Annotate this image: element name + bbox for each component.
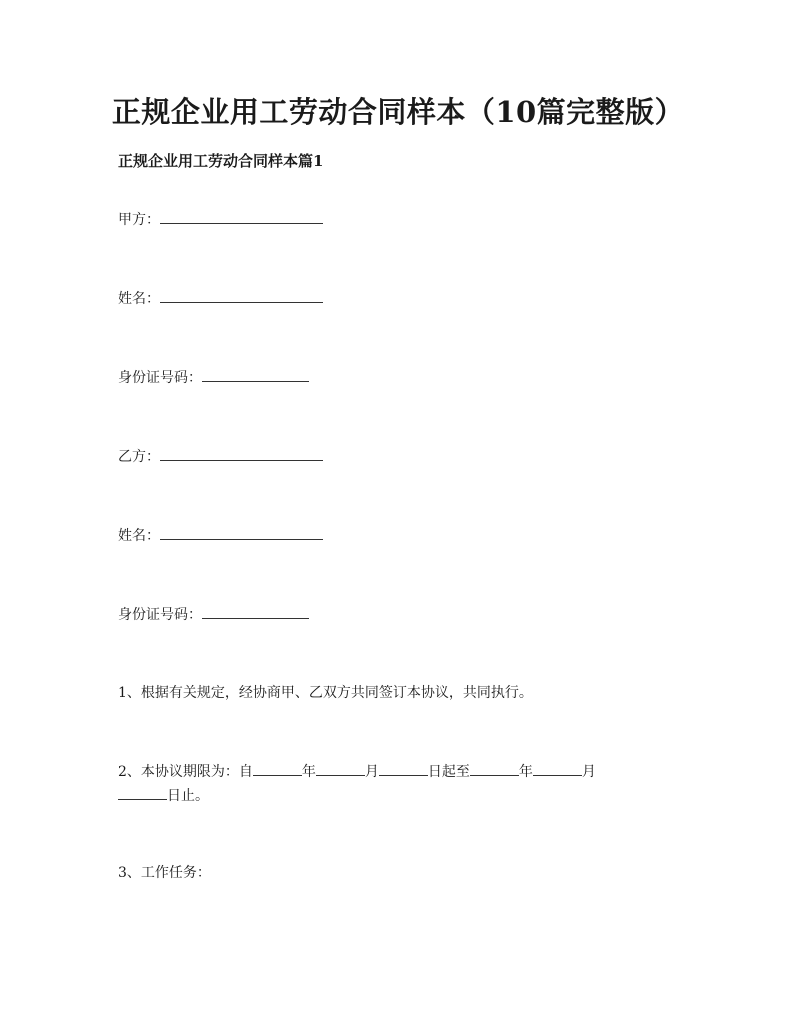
party-b-name-line: [118, 524, 323, 548]
party-b-blank: [160, 446, 323, 461]
party-a-label: 甲方：: [118, 212, 160, 228]
clause-2-month1: 月: [364, 764, 379, 780]
clause-3: 3、工作任务：: [118, 865, 211, 881]
party-a-blank: [160, 209, 323, 224]
clause-2-day-end: 日止。: [167, 788, 209, 804]
clause-2-blank-year1: [253, 761, 302, 776]
section-title: 正规企业用工劳动合同样本篇1: [118, 152, 324, 170]
clause-2: [118, 760, 658, 808]
party-a-name-blank: [160, 288, 323, 303]
party-a-name-line: [118, 287, 323, 311]
party-a-id-label: 身份证号码：: [118, 370, 202, 386]
clause-1: 1、根据有关规定，经协商甲、乙双方共同签订本协议，共同执行。: [118, 685, 533, 701]
clause-2-blank-year2: [470, 761, 519, 776]
party-b-id-line: [118, 603, 309, 627]
clause-2-prefix: 2、本协议期限为：自: [118, 764, 253, 780]
party-a-line: [118, 208, 323, 232]
clause-2-blank-day1: [379, 761, 428, 776]
clause-2-blank-month2: [533, 761, 582, 776]
party-a-id-blank: [202, 367, 309, 382]
clause-2-day-from: 日起至: [427, 764, 470, 780]
clause-2-year1: 年: [301, 764, 316, 780]
clause-2-month2: 月: [581, 764, 596, 780]
clause-2-year2: 年: [518, 764, 533, 780]
party-b-id-blank: [202, 604, 309, 619]
document-title: 正规企业用工劳动合同样本（10篇完整版）: [111, 95, 685, 129]
party-a-id-line: [118, 366, 309, 390]
party-b-line: [118, 445, 323, 469]
clause-2-blank-day2: [118, 785, 167, 800]
party-b-name-label: 姓名：: [118, 528, 160, 544]
party-b-label: 乙方：: [118, 449, 160, 465]
party-a-name-label: 姓名：: [118, 291, 160, 307]
clause-2-blank-month1: [316, 761, 365, 776]
party-b-id-label: 身份证号码：: [118, 607, 202, 623]
party-b-name-blank: [160, 525, 323, 540]
